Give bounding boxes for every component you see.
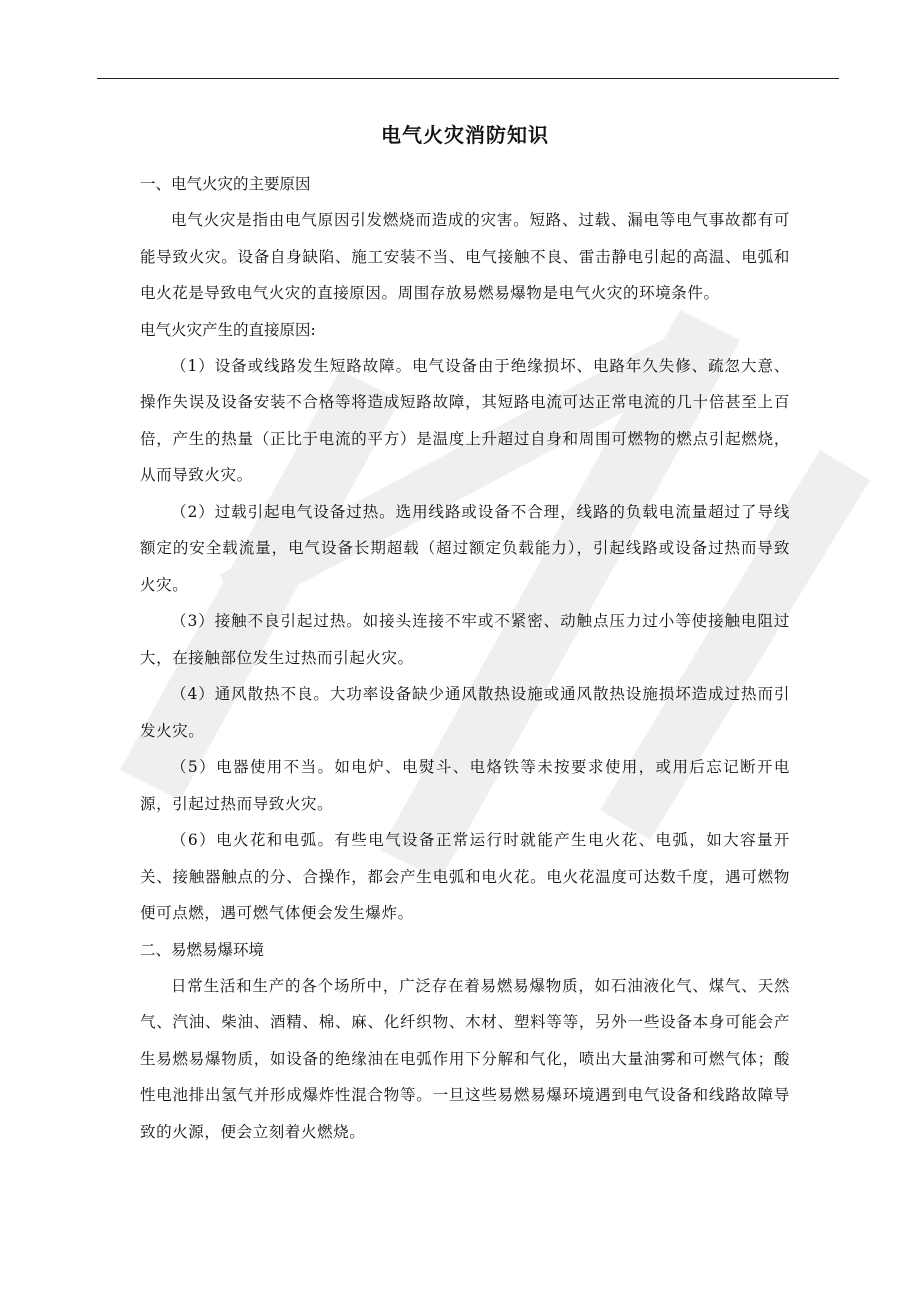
cause-paragraph-2: （2）过载引起电气设备过热。选用线路或设备不合理，线路的负载电流量超过了导线额定的安全载流量，电气设备长期超载（超过额定负载能力），引起线路或设备过热而导致火灾。	[140, 502, 790, 594]
section1-intro-paragraph: 电气火灾是指由电气原因引发燃烧而造成的灾害。短路、过载、漏电等电气事故都有可能导致火灾。设备自身缺陷、施工安装不当、电气接触不良、雷击静电引起的高温、电弧和电火花是导致电气火灾的直接原因。周围存放易燃易爆物是电气火灾的环境条件。	[140, 211, 790, 302]
section-heading-2: 二、易燃易爆环境	[140, 940, 265, 959]
direct-causes-heading: 电气火灾产生的直接原因:	[140, 320, 316, 339]
cause-paragraph-6: （6）电火花和电弧。有些电气设备正常运行时就能产生电火花、电弧，如大容量开关、接触器触点的分、合操作，都会产生电弧和电火花。电火花温度可达数千度，遇可燃物便可点燃，遇可燃气体便会发生爆炸。	[140, 831, 790, 922]
section-heading-1: 一、电气火灾的主要原因	[140, 175, 311, 193]
cause-paragraph-1: （1）设备或线路发生短路故障。电气设备由于绝缘损坏、电路年久失修、疏忽大意、操作失误及设备安装不合格等将造成短路故障，其短路电流可达正常电流的几十倍甚至上百倍，产生的热量（正比于电流的平方）是温度上升超过自身和周围可燃物的燃点引起燃烧，从而导致火灾。	[140, 356, 790, 484]
cause-paragraph-4: （4）通风散热不良。大功率设备缺少通风散热设施或通风散热设施损坏造成过热而引发火灾。	[140, 685, 790, 740]
document-title: 电气火灾消防知识	[381, 123, 549, 147]
cause-paragraph-5: （5）电器使用不当。如电炉、电熨斗、电烙铁等未按要求使用，或用后忘记断开电源，引起过热而导致火灾。	[140, 758, 790, 813]
document-body	[140, 118, 790, 1150]
cause-paragraph-3: （3）接触不良引起过热。如接头连接不牢或不紧密、动触点压力过小等使接触电阻过大，在接触部位发生过热而引起火灾。	[140, 612, 790, 667]
section2-body-paragraph: 日常生活和生产的各个场所中，广泛存在着易燃易爆物质，如石油液化气、煤气、天然气、汽油、柴油、酒精、棉、麻、化纤织物、木材、塑料等等，另外一些设备本身可能会产生易燃易爆物质，如设备的绝缘油在电弧作用下分解和气化，喷出大量油雾和可燃气体；酸性电池排出氢气并形成爆炸性混合物等。一旦这些易燃易爆环境遇到电气设备和线路故障导致的火源，便会立刻着火燃烧。	[140, 976, 790, 1141]
header-rule	[97, 78, 839, 79]
